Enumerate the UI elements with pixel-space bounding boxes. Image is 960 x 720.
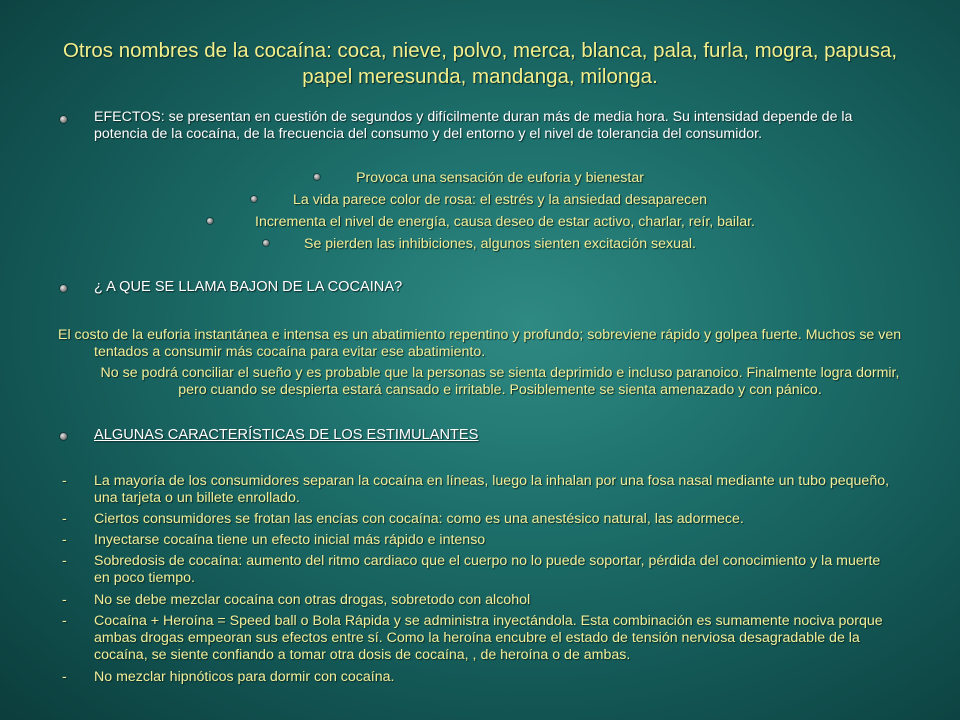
estimulantes-item: Inyectarse cocaína tiene un efecto inicial más rápido e intenso	[94, 532, 486, 548]
dash-marker: -	[62, 592, 67, 608]
estimulantes-heading: ALGUNAS CARACTERÍSTICAS DE LOS ESTIMULANTES	[94, 427, 479, 443]
bullet-icon	[60, 285, 67, 292]
dash-marker: -	[62, 473, 67, 489]
slide-title: Otros nombres de la cocaína: coca, nieve, polvo, merca, blanca, pala, furla, mogra, papusa, papel meresunda, mandanga, milonga.	[62, 39, 898, 88]
bullet-icon	[60, 433, 67, 440]
dash-marker: -	[62, 613, 67, 629]
estimulantes-item: No mezclar hipnóticos para dormir con cocaína.	[94, 669, 395, 685]
dash-marker: -	[62, 511, 67, 527]
dash-marker: -	[62, 532, 67, 548]
bullet-icon	[60, 116, 67, 123]
bajon-heading: ¿ A QUE SE LLAMA BAJON DE LA COCAINA?	[94, 279, 403, 295]
dash-marker: -	[62, 553, 67, 569]
bajon-paragraph: El costo de la euforia instantánea e intensa es un abatimiento repentino y profundo; sobreviene rápido y golpea fuerte. Muchos se ven tentados a consumir más cocaína para evitar ese abatimiento.	[58, 327, 902, 360]
estimulantes-item: Cocaína + Heroína = Speed ball o Bola Rápida y se administra inyectándola. Esta combinación es sumamente nociva porque ambas drogas empeoran sus efectos entre sí. Como la heroína encubre el estado de tensión nerviosa desagradable de la cocaína, se siente confiando a tomar otra dosis de cocaína, , de heroína o de ambas.	[94, 613, 883, 663]
estimulantes-item: No se debe mezclar cocaína con otras drogas, sobretodo con alcohol	[94, 592, 531, 608]
efectos-item: Provoca una sensación de euforia y bienestar	[356, 170, 644, 186]
efectos-paragraph: EFECTOS: se presentan en cuestión de segundos y difícilmente duran más de media hora. Su intensidad depende de la potencia de la cocaína, de la frecuencia del consumo y del entorno y el nivel de tolerancia del consumidor.	[94, 109, 853, 142]
estimulantes-item: Ciertos consumidores se frotan las encías con cocaína: como es una anestésico natural, las adormece.	[94, 511, 744, 527]
bajon-paragraph: No se podrá conciliar el sueño y es probable que la personas se sienta deprimido e incluso paranoico. Finalmente logra dormir, pero cuando se despierta estará cansado e irritable. Posiblemente se sienta amenazado y con pánico.	[100, 365, 900, 398]
estimulantes-item: Sobredosis de cocaína: aumento del ritmo cardiaco que el cuerpo no lo puede soportar, pérdida del conocimiento y la muerte en poco tiempo.	[94, 553, 881, 586]
efectos-item: Incrementa el nivel de energía, causa deseo de estar activo, charlar, reír, bailar.	[255, 214, 755, 230]
estimulantes-item: La mayoría de los consumidores separan la cocaína en líneas, luego la inhalan por una fosa nasal mediante un tubo pequeño, una tarjeta o un billete enrollado.	[94, 473, 890, 506]
dash-marker: -	[62, 669, 67, 685]
efectos-item: La vida parece color de rosa: el estrés y la ansiedad desaparecen	[292, 192, 708, 208]
efectos-item: Se pierden las inhibiciones, algunos sienten excitación sexual.	[304, 236, 696, 252]
